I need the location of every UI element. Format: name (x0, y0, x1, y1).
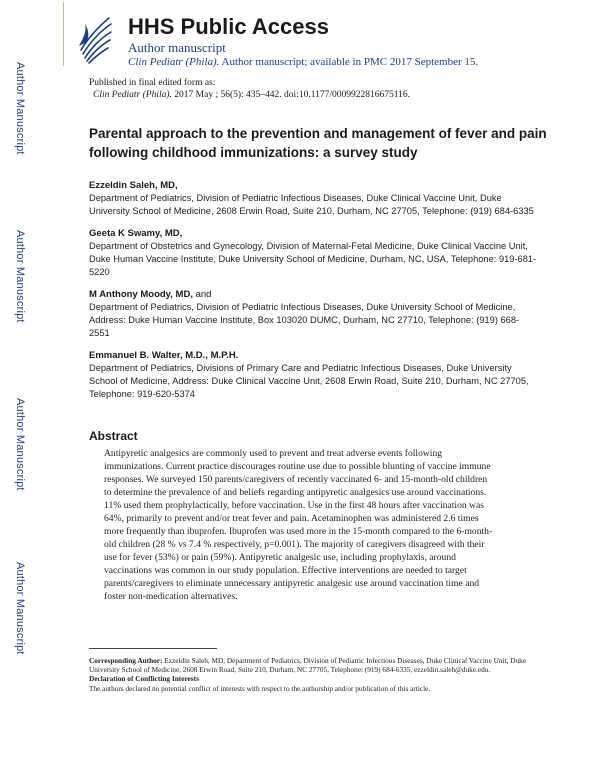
author-block (89, 179, 539, 218)
header-divider (63, 2, 64, 66)
side-label: Author Manuscript (14, 562, 26, 655)
author-affiliation: Department of Pediatrics, Division of Pediatric Infectious Diseases, Duke Clinical Vaccine Unit, Duke University School of Medicine, 2608 Erwin Road, Suite 210, Durham, NC 27705, Telephone: (919) 684-6335 (89, 193, 534, 216)
header-availability: Author manuscript; available in PMC 2017 September 15. (221, 56, 479, 68)
author-name: Emmanuel B. Walter, M.D., M.P.H. (89, 350, 239, 361)
conflict-text: The authors declared no potential conflict of interests with respect to the authorship and/or publication of this article. (89, 683, 431, 693)
author-affiliation: Department of Pediatrics, Divisions of Primary Care and Pediatric Infectious Diseases, Duke University School of Medicine, Address: Duke Clinical Vaccine Unit, 2608 Erwin Road, Suite 210, Durham, NC 27705, Telephone: 919-620-5374 (89, 363, 529, 399)
author-conjunction: and (192, 289, 212, 300)
corresponding-author-label: Corresponding Author: (89, 656, 163, 665)
author-affiliation: Department of Obstetrics and Gynecology, Division of Maternal-Fetal Medicine, Duke Clinical Vaccine Unit, Duke Human Vaccine Institute, Duke University School of Medicine, Durham, NC, USA, Telephone: 919-681-5220 (89, 241, 537, 277)
header-journal-abbrev: Clin Pediatr (Phila). (128, 56, 220, 68)
publication-citation: 2017 May ; 56(5): 435–442. doi:10.1177/0009922816675116. (174, 90, 411, 100)
author-name: Ezzeldin Saleh, MD, (89, 180, 178, 191)
author-block (89, 288, 539, 340)
abstract-heading: Abstract (89, 429, 138, 443)
author-block (89, 227, 539, 279)
header-title: HHS Public Access (128, 14, 329, 39)
header-subtitle: Author manuscript (128, 40, 226, 55)
abstract-text: Antipyretic analgesics are commonly used to prevent and treat adverse events following immunizations. Current practice discourages routine use due to possible blunting of vaccine immune responses. We surveyed 150 parents/caregivers of recently vaccinated 6- and 15-month-old children to determine the prevalence of and beliefs regarding antipyretic analgesics use around vaccinations. 11% used them prophylactically, before vaccination. Use in the first 48 hours after vaccination was 64%, primarily to prevent and/or treat fever and pain. Acetaminophen was administered 2.6 times more frequently than ibuprofen. Ibuprofen was used more in the 15-month compared to the 6-month-old children (28 % vs 7.4 % respectively, p=0.001). The majority of caregivers disagreed with their use for fever (53%) or pain (59%). Antipyretic analgesic use, including prophylaxis, around vaccinations was common in our study population. Effective interventions are needed to target parents/caregivers to eliminate unnecessary antipyretic analgesic use around vaccination time and foster non-medication alternatives. (104, 448, 493, 602)
author-affiliation: Department of Pediatrics, Division of Pediatric Infectious Diseases, Duke University School of Medicine, Address: Duke Human Vaccine Institute, Box 103020 DUMC, Durham, NC 27710, Telephone: (919) 668-2551 (89, 302, 520, 338)
side-label: Author Manuscript (14, 230, 26, 323)
author-list (89, 179, 539, 410)
publication-info (89, 77, 410, 101)
conflict-heading: Declaration of Conflicting Interests (89, 674, 199, 684)
side-label: Author Manuscript (14, 62, 26, 155)
footnote-rule (89, 648, 217, 649)
header-journal-line (128, 56, 478, 68)
footnotes (89, 656, 539, 693)
corresponding-author-text: Ezzeldin Saleh, MD, Department of Pediatrics, Division of Pediatric Infectious Diseases, Duke Clinical Vaccine Unit, Duke University School of Medicine, 2608 Erwin Road, Suite 210, Durham, NC 27705, Telephone: (919) 684-6335, ezzeldin.saleh@duke.edu. (89, 656, 527, 675)
author-name: M Anthony Moody, MD, (89, 289, 193, 300)
publication-label: Published in final edited form as: (89, 78, 216, 88)
hhs-eagle-logo-icon (75, 10, 115, 66)
author-name: Geeta K Swamy, MD, (89, 228, 183, 239)
publication-journal: Clin Pediatr (Phila). (93, 90, 172, 100)
article-title: Parental approach to the prevention and management of fever and pain following childhood immunizations: a survey study (89, 126, 547, 160)
side-label: Author Manuscript (14, 398, 26, 491)
author-block (89, 349, 539, 401)
